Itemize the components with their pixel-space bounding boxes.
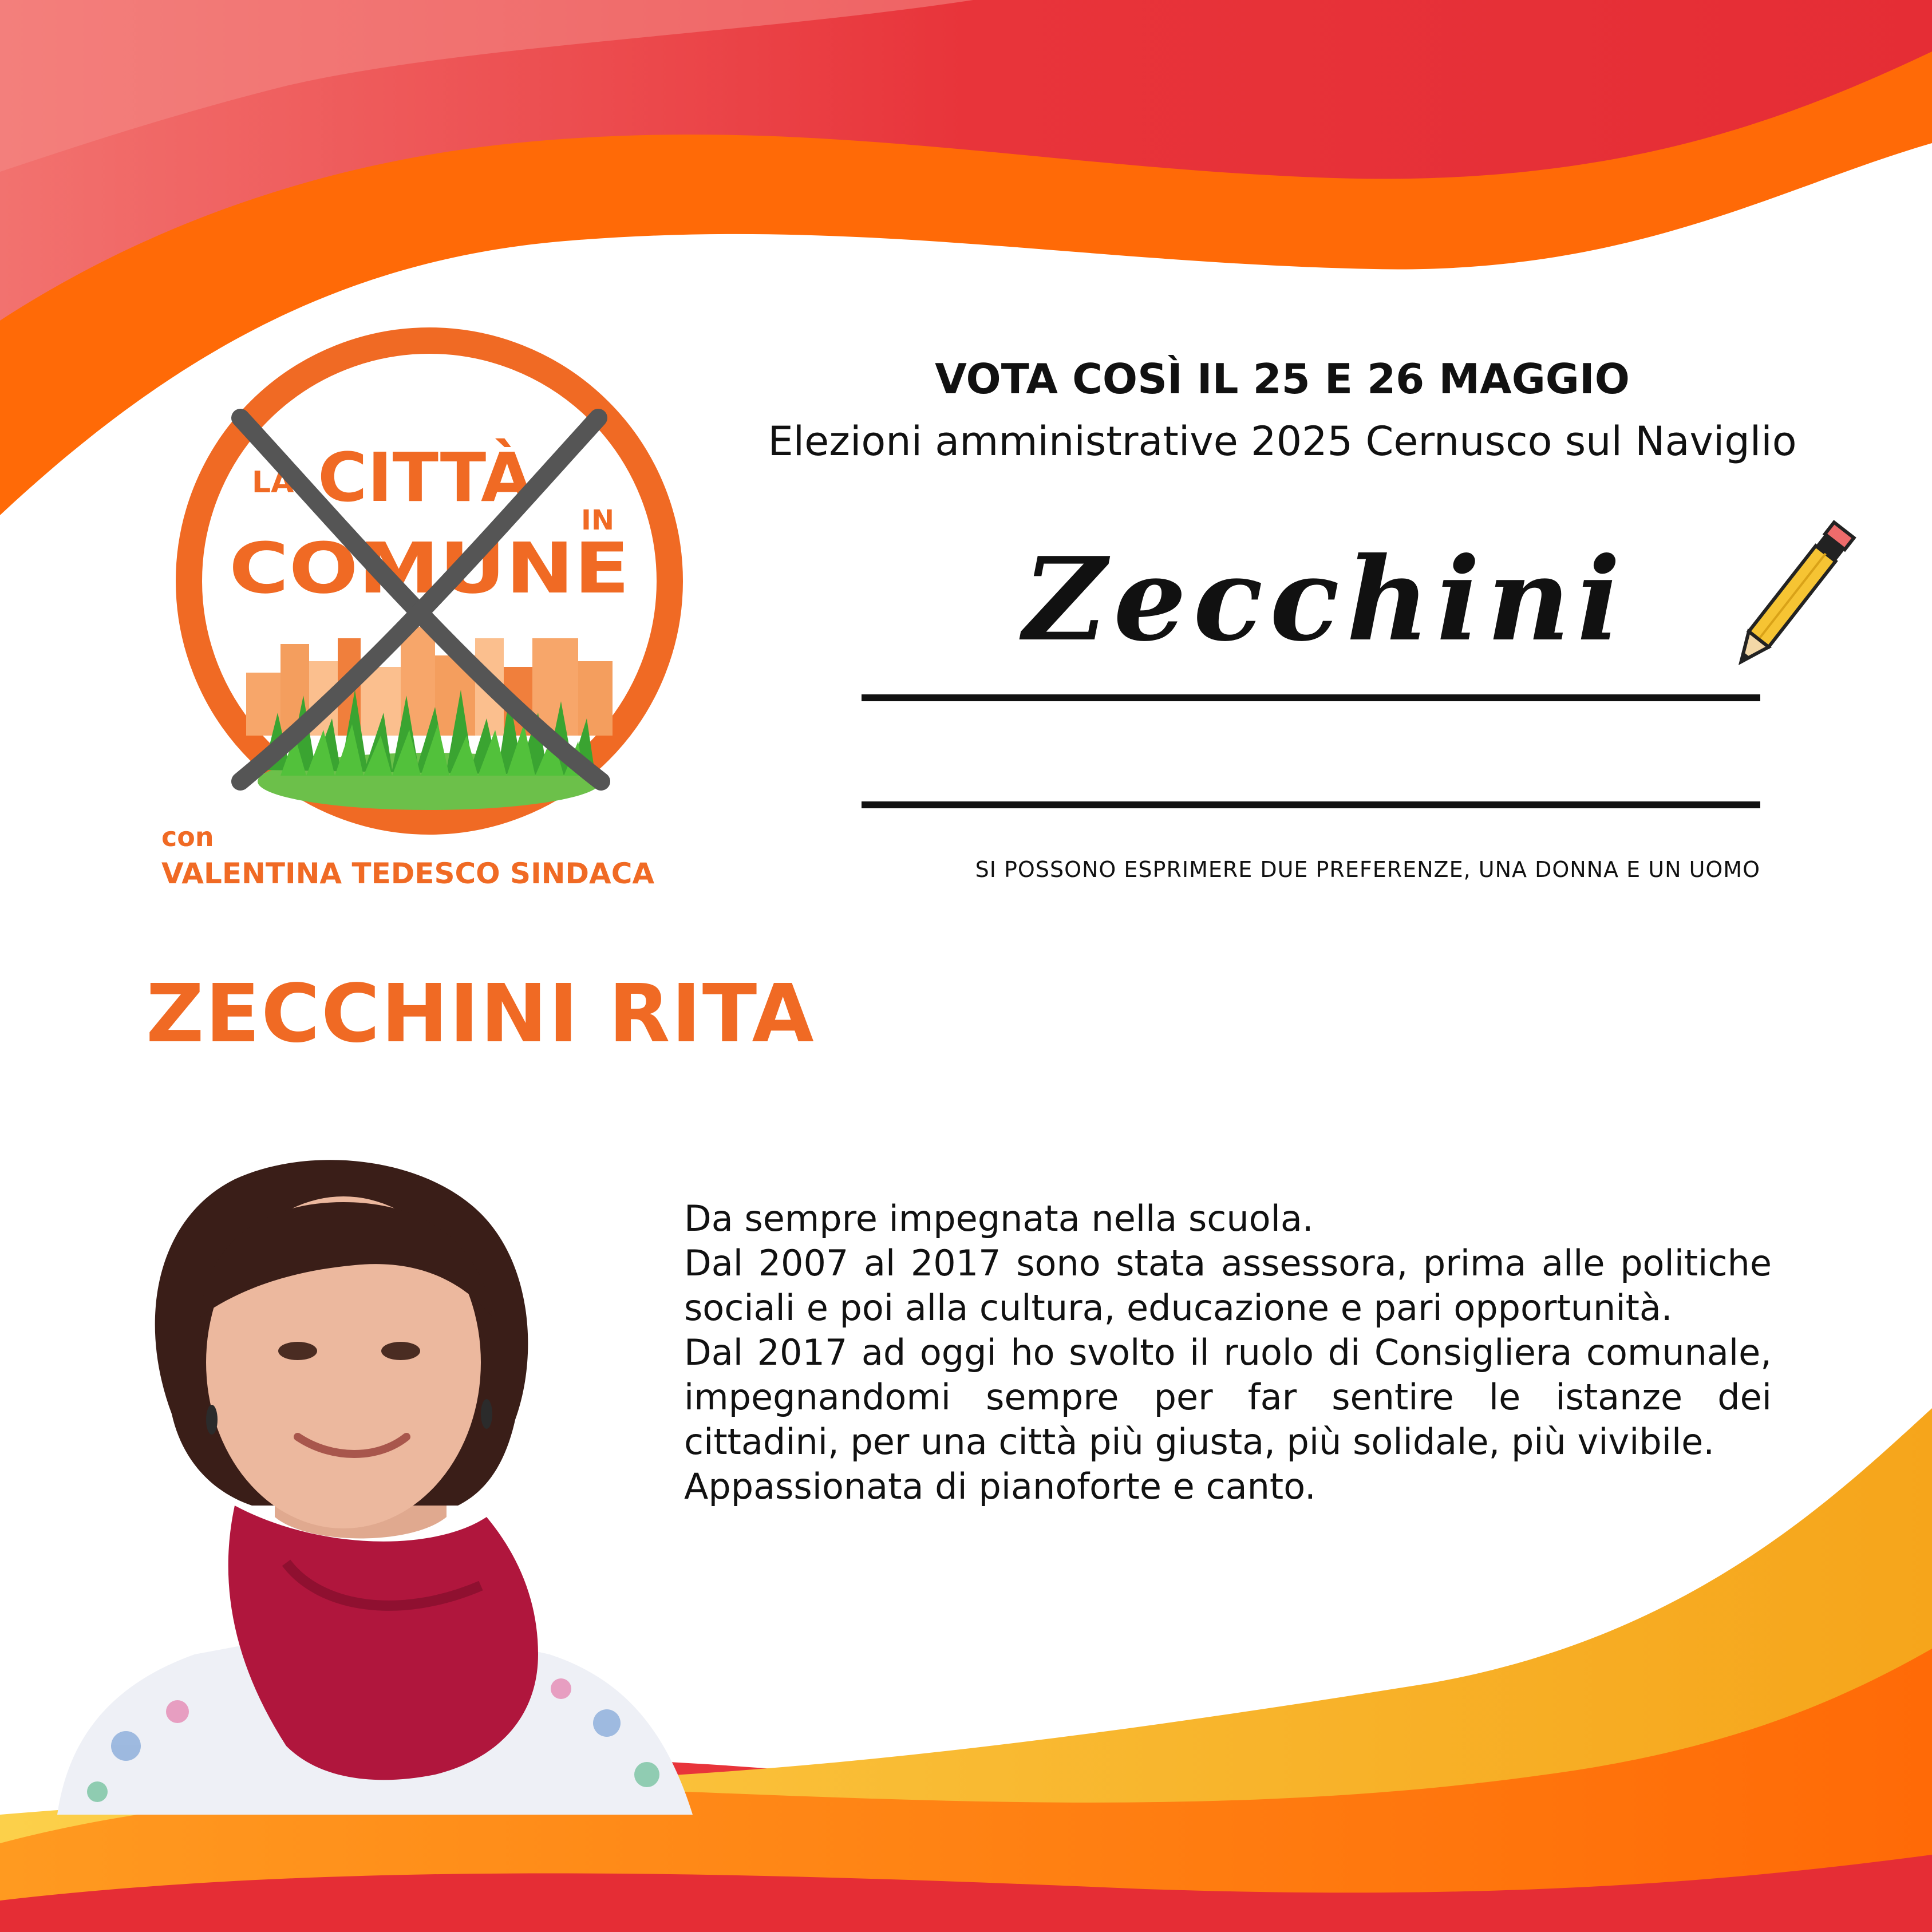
logo-word-la: LA [252, 465, 294, 500]
bio-paragraph: Dal 2007 al 2017 sono stata assessora, prima alle politiche sociali e poi alla cultura, educazione e pari opportunità. [684, 1242, 1772, 1329]
ballot-written-name: Zecchini [1023, 532, 1627, 667]
bio-paragraph: Appassionata di pianoforte e canto. [684, 1465, 1316, 1507]
candidate-photo [46, 1151, 756, 1815]
pencil-icon [1712, 504, 1883, 675]
ballot-line-second [862, 801, 1760, 808]
ballot-line-first [862, 694, 1760, 701]
logo-word-comune: COMUNE [229, 528, 630, 609]
vote-subtitle: Elezioni amministrative 2025 Cernusco sul Naviglio [768, 418, 1797, 465]
candidate-name: ZECCHINI RITA [146, 967, 815, 1061]
logo-word-citta: CITTÀ [318, 438, 534, 517]
preferences-note: SI POSSONO ESPRIMERE DUE PREFERENZE, UNA DONNA E UN UOMO [975, 857, 1760, 882]
party-logo [166, 318, 693, 844]
logo-tagline-mayor: VALENTINA TEDESCO SINDACA [161, 857, 655, 890]
logo-word-in: IN [581, 504, 615, 536]
bio-paragraph: Da sempre impegnata nella scuola. [684, 1198, 1314, 1239]
candidate-bio [684, 1196, 1772, 1509]
vote-title: VOTA COSÌ IL 25 E 26 MAGGIO [935, 355, 1630, 403]
bio-paragraph: Dal 2017 ad oggi ho svolto il ruolo di Consigliera comunale, impegnandomi sempre per far sentire le istanze dei cittadini, per una città più giusta, più solidale, più vivibile. [684, 1332, 1772, 1463]
logo-tagline-con: con [161, 821, 214, 852]
